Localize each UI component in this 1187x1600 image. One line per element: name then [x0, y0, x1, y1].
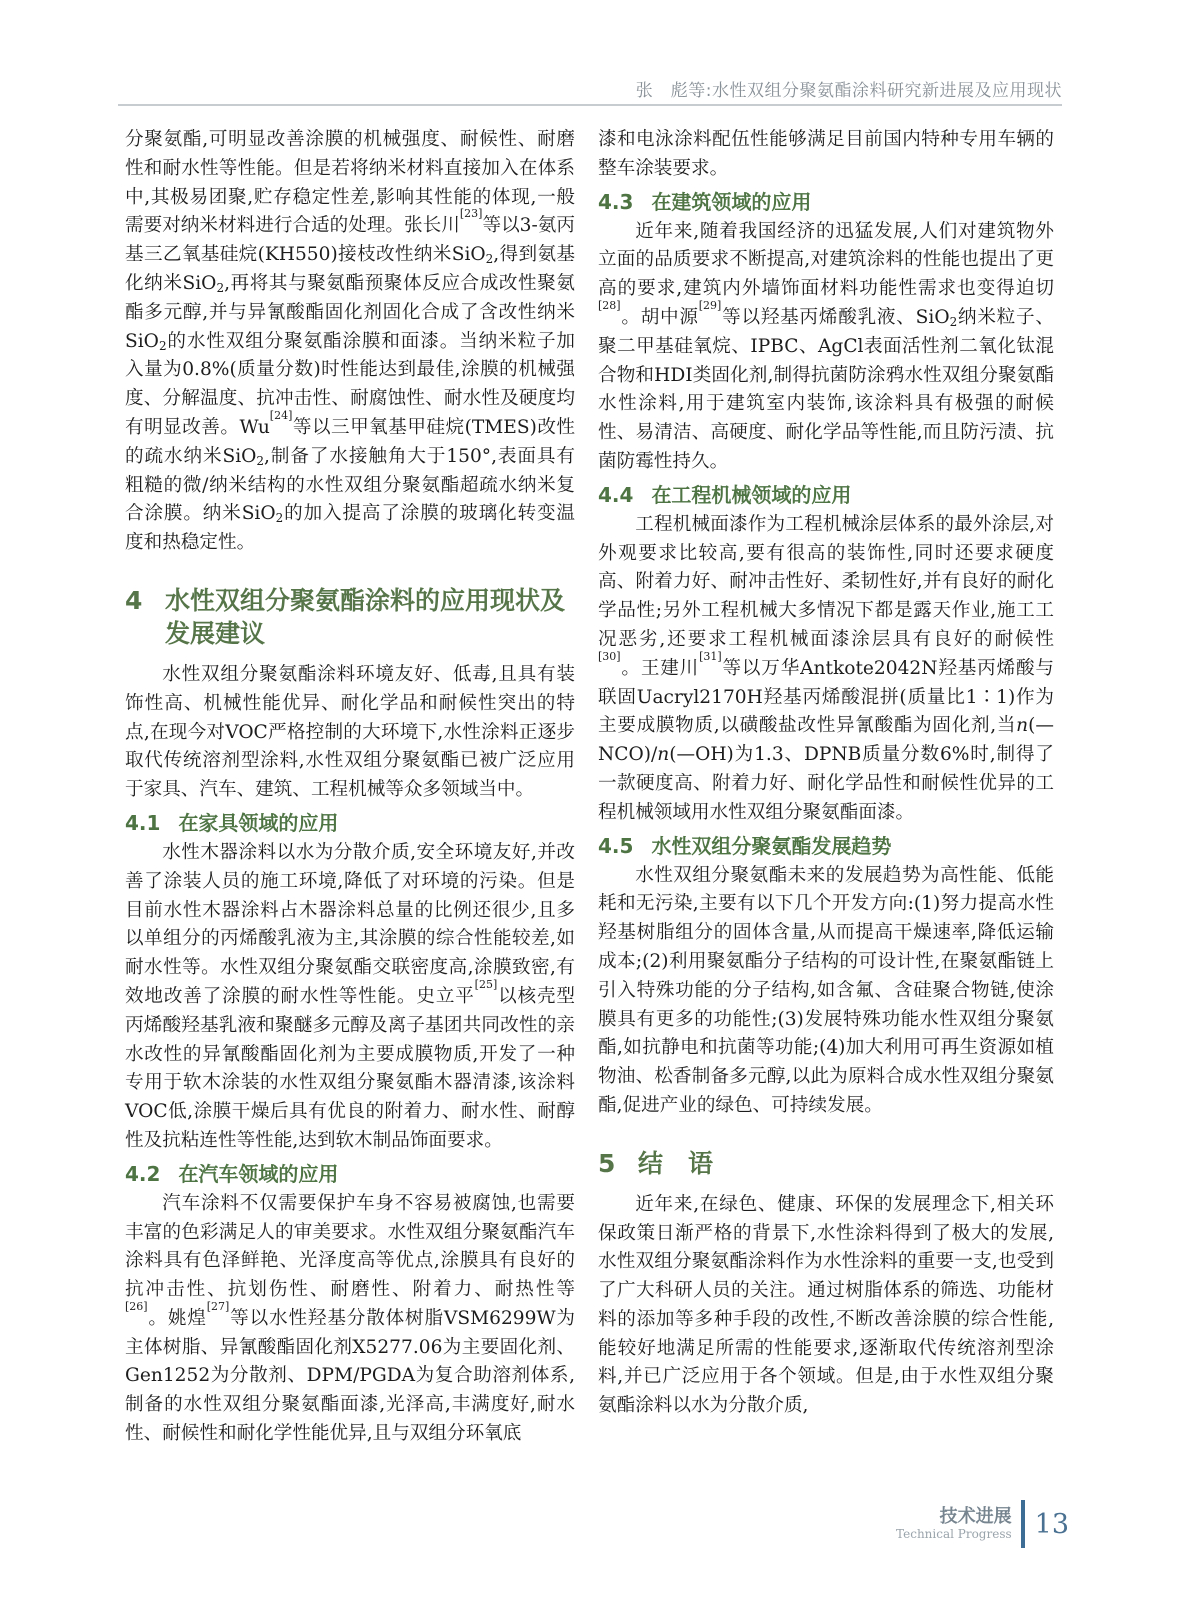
chemical-subscript: 2	[485, 252, 494, 267]
citation-ref: [25]	[474, 977, 498, 991]
footer-section-en: Technical Progress	[896, 1526, 1012, 1541]
footer-divider-bar	[1021, 1500, 1025, 1548]
heading-number: 4.1	[125, 810, 161, 835]
running-head-title: 张 彪等:水性双组分聚氨酯涂料研究新进展及应用现状	[635, 81, 1062, 101]
citation-ref: [24]	[269, 408, 293, 422]
heading-number: 5	[598, 1148, 616, 1178]
page-number: 13	[1034, 1508, 1069, 1540]
heading-number: 4.5	[598, 833, 634, 858]
heading-number: 4.4	[598, 482, 634, 507]
paragraph: 工程机械面漆作为工程机械涂层体系的最外涂层,对外观要求比较高,要有很高的装饰性,同时还要求硬度高、附着力好、耐冲击性好、柔韧性好,并有良好的耐化学品性;另外工程机械大多情况下都是露天作业,施工工况恶劣,还要求工程机械面漆涂层具有良好的耐候性[30]。王建川[31]等以万华Antkote2042N羟基丙烯酸与联固Uacryl2170H羟基丙烯酸混拼(质量比1∶1)作为主要成膜物质,以磺酸盐改性异氰酸酯为固化剂,当n(—NCO)/n(—OH)为1.3、DPNB质量分数6%时,制得了一款硬度高、附着力好、耐化学品性和耐候性优异的工程机械领域用水性双组分聚氨酯面漆。	[598, 513, 1054, 823]
italic-symbol: n	[1016, 715, 1029, 737]
citation-ref: [28]	[598, 298, 621, 312]
citation-ref: [23]	[459, 207, 483, 221]
paragraph: 水性双组分聚氨酯涂料环境友好、低毒,且具有装饰性高、机械性能优异、耐化学品和耐候性突出的特点,在现今对VOC严格控制的大环境下,水性涂料正逐步取代传统溶剂型涂料,水性双组分聚氨酯已被广泛应用于家具、汽车、建筑、工程机械等众多领域当中。	[125, 663, 575, 801]
heading-text: 在家具领域的应用	[178, 810, 339, 835]
footer-section-zh: 技术进展	[939, 1505, 1012, 1527]
heading-text: 水性双组分聚氨酯发展趋势	[651, 833, 892, 858]
citation-ref: [29]	[698, 298, 722, 312]
paragraph: 水性双组分聚氨酯未来的发展趋势为高性能、低能耗和无污染,主要有以下几个开发方向:(1)努力提高水性羟基树脂组分的固体含量,从而提高干燥速率,降低运输成本;(2)利用聚氨酯分子结构的可设计性,在聚氨酯链上引入特殊功能的分子结构,如含氟、含硅聚合物链,使涂膜具有更多的功能性;(3)发展特殊功能水性双组分聚氨酯,如抗静电和抗菌等功能;(4)加大利用可再生资源如植物油、松香制备多元醇,以此为原料合成水性双组分聚氨酯,促进产业的绿色、可持续发展。	[598, 864, 1054, 1116]
section-heading	[125, 584, 575, 650]
subsection-heading	[125, 1159, 575, 1189]
heading-text: 在工程机械领域的应用	[651, 482, 852, 507]
heading-number: 4	[125, 585, 143, 615]
subsection-heading	[598, 187, 1054, 217]
right-column	[598, 126, 1054, 1421]
left-column	[125, 126, 575, 1449]
chemical-subscript: 2	[949, 314, 958, 329]
chemical-subscript: 2	[256, 453, 265, 468]
citation-ref: [30]	[598, 649, 621, 663]
chemical-subscript: 2	[158, 338, 167, 353]
citation-ref: [26]	[125, 1299, 148, 1313]
subsection-heading	[598, 831, 1054, 861]
paragraph: 水性木器涂料以水为分散介质,安全环境友好,并改善了涂装人员的施工环境,降低了对环境的污染。但是目前水性木器涂料占木器涂料总量的比例还很少,且多以单组分的丙烯酸乳液为主,其涂膜的综合性能较差,如耐水性等。水性双组分聚氨酯交联密度高,涂膜致密,有效地改善了涂膜的耐水性等性能。史立平[25]以核壳型丙烯酸羟基乳液和聚醚多元醇及离子基团共同改性的亲水改性的异氰酸酯固化剂为主要成膜物质,开发了一种专用于软木涂装的水性双组分聚氨酯木器清漆,该涂料VOC低,涂膜干燥后具有优良的附着力、耐水性、耐醇性及抗粘连性等性能,达到软木制品饰面要求。	[125, 841, 575, 1151]
heading-text: 在建筑领域的应用	[651, 189, 812, 214]
citation-ref: [27]	[206, 1299, 230, 1313]
paragraph: 近年来,在绿色、健康、环保的发展理念下,相关环保政策日渐严格的背景下,水性涂料得到了极大的发展,水性双组分聚氨酯涂料作为水性涂料的重要一支,也受到了广大科研人员的关注。通过树脂体系的筛选、功能材料的添加等多种手段的改性,不断改善涂膜的综合性能,能较好地满足所需的性能要求,逐渐取代传统溶剂型涂料,并已广泛应用于各个领域。但是,由于水性双组分聚氨酯涂料以水为分散介质,	[598, 1193, 1054, 1417]
paragraph: 汽车涂料不仅需要保护车身不容易被腐蚀,也需要丰富的色彩满足人的审美要求。水性双组分聚氨酯汽车涂料具有色泽鲜艳、光泽度高等优点,涂膜具有良好的抗冲击性、抗划伤性、耐磨性、附着力、耐热性等[26]。姚煌[27]等以水性羟基分散体树脂VSM6299W为主体树脂、异氰酸酯固化剂X5277.06为主要固化剂、Gen1252为分散剂、DPM/PGDA为复合助溶剂体系,制备的水性双组分聚氨酯面漆,光泽高,丰满度好,耐水性、耐候性和耐化学性能优异,且与双组分环氧底	[125, 1192, 575, 1445]
paragraph: 漆和电泳涂料配伍性能够满足目前国内特种专用车辆的整车涂装要求。	[598, 129, 1054, 179]
section-heading	[598, 1147, 1054, 1180]
italic-symbol: n	[657, 744, 670, 766]
subsection-heading	[125, 808, 575, 838]
heading-text: 在汽车领域的应用	[178, 1161, 339, 1186]
paragraph: 分聚氨酯,可明显改善涂膜的机械强度、耐候性、耐磨性和耐水性等性能。但是若将纳米材料直接加入在体系中,其极易团聚,贮存稳定性差,影响其性能的体现,一般需要对纳米材料进行合适的处理。张长川[23]等以3-氨丙基三乙氧基硅烷(KH550)接枝改性纳米SiO$_2$,得到氨基化纳米SiO$_2$,再将其与聚氨酯预聚体反应合成改性聚氨酯多元醇,并与异氰酸酯固化剂固化合成了含改性纳米SiO$_2$的水性双组分聚氨酯涂膜和面漆。当纳米粒子加入量为0.8%(质量分数)时性能达到最佳,涂膜的机械强度、分解温度、抗冲击性、耐腐蚀性、耐水性及硬度均有明显改善。Wu[24]等以三甲氧基甲硅烷(TMES)改性的疏水纳米SiO$_2$,制备了水接触角大于150°,表面具有粗糙的微/纳米结构的水性双组分聚氨酯超疏水纳米复合涂膜。纳米SiO$_2$的加入提高了涂膜的玻璃化转变温度和热稳定性。	[125, 129, 575, 554]
footer-section-labels	[896, 1507, 1012, 1542]
heading-number: 4.3	[598, 189, 634, 214]
paragraph: 近年来,随着我国经济的迅猛发展,人们对建筑物外立面的品质要求不断提高,对建筑涂料的性能也提出了更高的要求,建筑内外墙饰面材料功能性需求也变得迫切[28]。胡中源[29]等以羟基丙烯酸乳液、SiO$_2$纳米粒子、聚二甲基硅氧烷、IPBC、AgCl表面活性剂二氧化钛混合物和HDI类固化剂,制得抗菌防涂鸦水性双组分聚氨酯水性涂料,用于建筑室内装饰,该涂料具有极强的耐候性、易清洁、高硬度、耐化学品等性能,而且防污渍、抗菌防霉性持久。	[598, 220, 1054, 472]
heading-text: 水性双组分聚氨酯涂料的应用现状及发展建议	[165, 585, 566, 648]
subsection-heading	[598, 480, 1054, 510]
chemical-subscript: 2	[275, 511, 284, 526]
chemical-subscript: 2	[216, 280, 225, 295]
heading-text: 结 语	[638, 1148, 714, 1178]
heading-number: 4.2	[125, 1161, 161, 1186]
citation-ref: [31]	[699, 649, 722, 663]
header-rule	[118, 104, 1062, 106]
page-footer	[896, 1500, 1069, 1548]
